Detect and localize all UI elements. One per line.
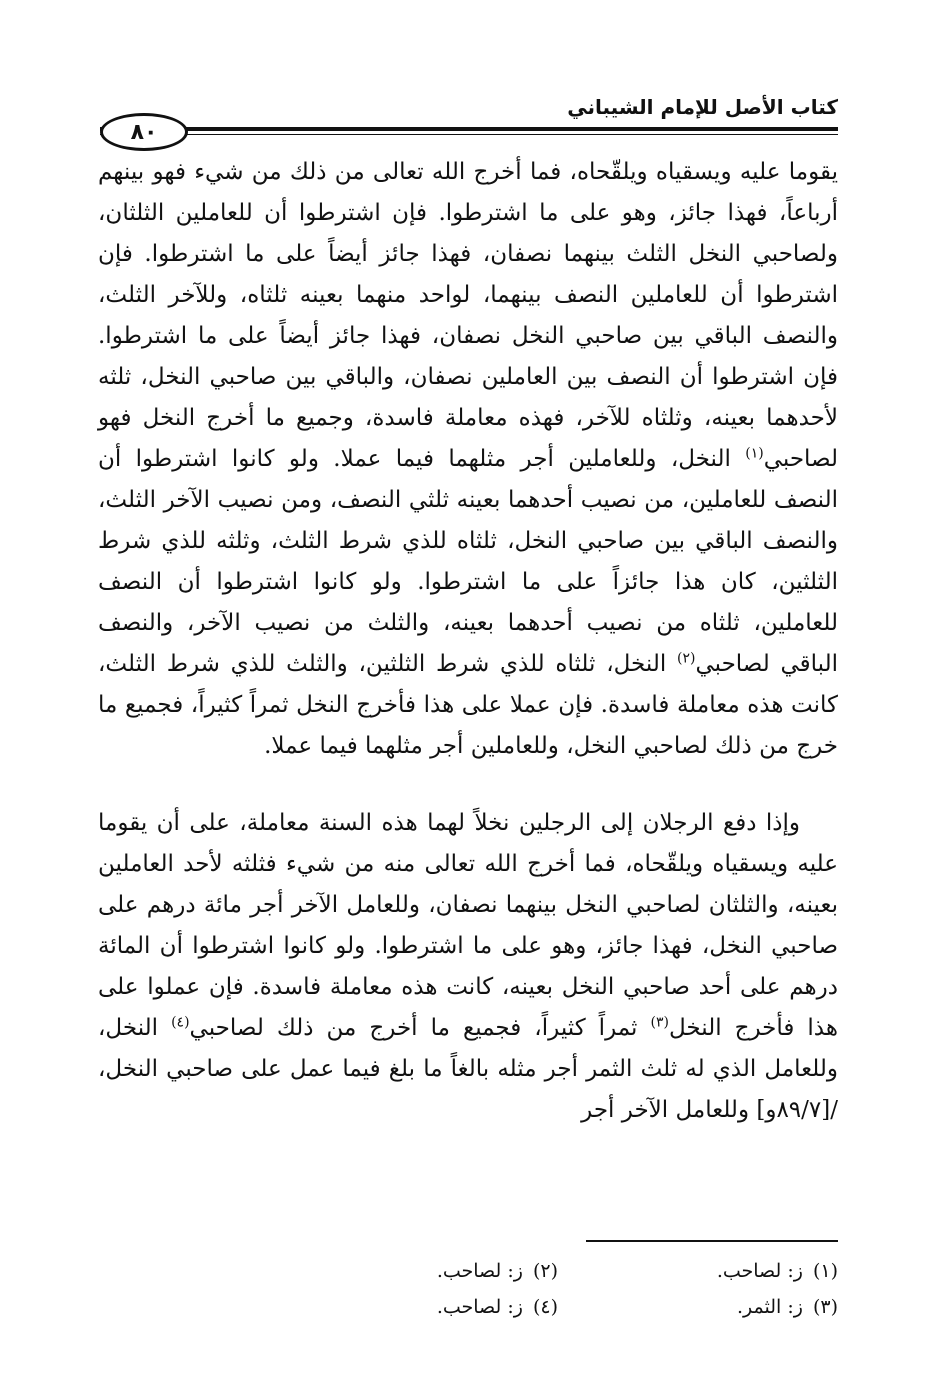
footnote-1-number: (١): [812, 1260, 838, 1282]
footnote-4-text: ز: لصاحب.: [436, 1296, 523, 1318]
footnote-2-number: (٢): [532, 1260, 558, 1282]
paragraph-2: [98, 803, 838, 1131]
paragraph-1: [98, 152, 838, 767]
footnote-ref-1: (١): [745, 445, 764, 462]
footnote-ref-3: (٣): [650, 1014, 669, 1031]
page-number: [100, 113, 188, 151]
book-title: كتاب الأصل للإمام الشيباني: [567, 95, 838, 119]
footnote-separator: [586, 1240, 838, 1242]
footnote-2-text: ز: لصاحب.: [436, 1260, 523, 1282]
footnote-3-text: ز: الثمر.: [737, 1296, 803, 1318]
footnote-4: [278, 1292, 558, 1322]
header-rule-thin: [100, 134, 838, 135]
header-rule-thick: [100, 127, 838, 131]
paragraph-1-segment-1: يقوما عليه ويسقياه ويلقّحاه، فما أخرج الله تعالى من ذلك من شيء فهو بينهم أرباعاً، فهذا جائز، وهو على ما اشترطوا. فإن اشترطوا أن للعاملين الثلثان، ولصاحبي النخل الثلث بينهما نصفان، فهذا جائز أيضاً على ما اشترطوا. فإن اشترطوا أن للعاملين النصف بينهما، لواحد منهما بعينه ثلثاه، وللآخر الثلث، والنصف الباقي بين صاحبي النخل نصفان، فهذا جائز أيضاً على ما اشترطوا. فإن اشترطوا أن النصف بين العاملين نصفان، والباقي بين صاحبي النخل، ثلثه لأحدهما بعينه، وثلثاه للآخر، فهذه معاملة فاسدة، وجميع ما أخرج النخل فهو لصاحبي: [98, 159, 838, 472]
footnote-3-number: (٣): [812, 1296, 838, 1318]
footnote-ref-2: (٢): [676, 650, 696, 667]
footnote-2: [278, 1256, 558, 1286]
footnote-1-text: ز: لصاحب.: [716, 1260, 803, 1282]
footnote-4-number: (٤): [532, 1296, 558, 1318]
paragraph-2-segment-3: النخل، وللعامل الذي له ثلث الثمر أجر مثله بالغاً ما بلغ فيما عمل على صاحبي النخل، /[٨٩/٧و] وللعامل الآخر أجر: [98, 1015, 838, 1123]
paragraph-1-segment-2: النخل، وللعاملين أجر مثلهما فيما عملا. ولو كانوا اشترطوا أن النصف للعاملين، من نصيب أحدهما بعينه ثلثي النصف، ومن نصيب الآخر الثلث، والنصف الباقي بين صاحبي النخل، ثلثاه للذي شرط الثلث، وثلثه للذي شرط الثلثين، كان هذا جائزاً على ما اشترطوا. ولو كانوا اشترطوا أن النصف للعاملين، ثلثاه من نصيب أحدهما بعينه، والثلث من نصيب الآخر، والنصف الباقي لصاحبي: [98, 446, 838, 677]
footnote-1: [558, 1256, 838, 1286]
paragraph-2-segment-2: ثمراً كثيراً، فجميع ما أخرج من ذلك لصاحبي: [189, 1015, 638, 1041]
main-text: [98, 152, 838, 1131]
paragraph-2-segment-1: وإذا دفع الرجلان إلى الرجلين نخلاً لهما هذه السنة معاملة، على أن يقوما عليه ويسقياه ويلقّحاه، فما أخرج الله تعالى منه من شيء فثلثه لأحد العاملين بعينه، والثلثان لصاحبي النخل بينهما نصفان، وللعامل الآخر أجر مائة درهم على صاحبي النخل، فهذا جائز، وهو على ما اشترطوا. ولو كانوا اشترطوا أن المائة درهم على أحد صاحبي النخل بعينه، كانت هذه معاملة فاسدة. فإن عملوا على هذا فأخرج النخل: [98, 810, 839, 1041]
page-number-text: ٨٠: [130, 119, 158, 145]
paragraph-1-segment-3: النخل، ثلثاه للذي شرط الثلثين، والثلث للذي شرط الثلث، كانت هذه معاملة فاسدة. فإن عملا على هذا فأخرج النخل ثمراً كثيراً، فجميع ما خرج من ذلك لصاحبي النخل، وللعاملين أجر مثلهما فيما عملا.: [98, 651, 838, 759]
footnotes: [278, 1256, 838, 1322]
footnote-3: [558, 1292, 838, 1322]
footnote-ref-4: (٤): [171, 1014, 190, 1031]
